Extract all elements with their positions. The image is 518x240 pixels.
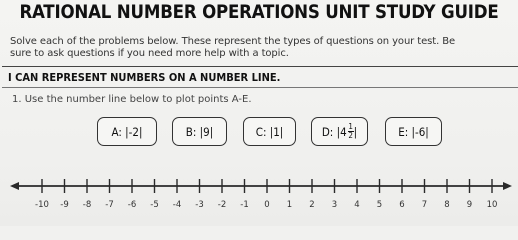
tick-label: 0 bbox=[264, 200, 270, 210]
tick-label: -5 bbox=[150, 200, 159, 210]
number-line bbox=[0, 172, 518, 222]
tick-label: -10 bbox=[35, 200, 49, 210]
point-label-b: B: |9| bbox=[185, 124, 214, 139]
tick-label: -3 bbox=[195, 200, 204, 210]
arrow-right-icon bbox=[503, 182, 512, 190]
arrow-left-icon bbox=[10, 182, 19, 190]
point-label-c: C: |1| bbox=[255, 124, 284, 139]
tick-label: -7 bbox=[105, 200, 114, 210]
tick-label: -9 bbox=[60, 200, 69, 210]
tick-label: 3 bbox=[331, 200, 338, 210]
point-label-d-prefix: D: |4 bbox=[321, 124, 347, 139]
point-card-c bbox=[243, 117, 296, 146]
point-card-e bbox=[385, 117, 442, 146]
tick-label: -2 bbox=[217, 200, 227, 210]
tick-label: -8 bbox=[82, 200, 92, 210]
section-title: I CAN REPRESENT NUMBERS ON A NUMBER LINE. bbox=[8, 71, 281, 84]
tick-label: 4 bbox=[354, 200, 360, 210]
tick-label: 1 bbox=[286, 200, 293, 210]
tick-label: 7 bbox=[421, 200, 428, 210]
tick-label: 6 bbox=[399, 200, 405, 210]
intro-text bbox=[10, 36, 510, 60]
question-instruction: 1. Use the number line below to plot points A-E. bbox=[12, 94, 252, 105]
number-line-ticks bbox=[42, 179, 492, 193]
fraction-numerator: 1 bbox=[348, 122, 353, 131]
tick-label: -4 bbox=[172, 200, 182, 210]
tick-label: 9 bbox=[466, 200, 473, 210]
tick-label: -1 bbox=[240, 200, 249, 210]
fraction-denominator: 2 bbox=[348, 131, 353, 140]
page-title: RATIONAL NUMBER OPERATIONS UNIT STUDY GUIDE bbox=[19, 2, 499, 23]
point-label-a: A: |-2| bbox=[111, 124, 143, 139]
tick-label: 8 bbox=[444, 200, 450, 210]
intro-line-1: Solve each of the problems below. These represent the types of questions on your test. Be bbox=[10, 36, 456, 47]
point-card-d bbox=[311, 117, 368, 146]
tick-label: 2 bbox=[309, 200, 315, 210]
tick-label: -6 bbox=[127, 200, 137, 210]
intro-line-2: sure to ask questions if you need more help with a topic. bbox=[10, 48, 289, 59]
point-card-b bbox=[172, 117, 227, 146]
point-card-a bbox=[97, 117, 157, 146]
point-label-d-suffix: | bbox=[353, 124, 358, 139]
point-label-e: E: |-6| bbox=[398, 124, 429, 139]
number-line-labels bbox=[35, 200, 497, 210]
tick-label: 5 bbox=[376, 200, 383, 210]
tick-label: 10 bbox=[486, 200, 498, 210]
